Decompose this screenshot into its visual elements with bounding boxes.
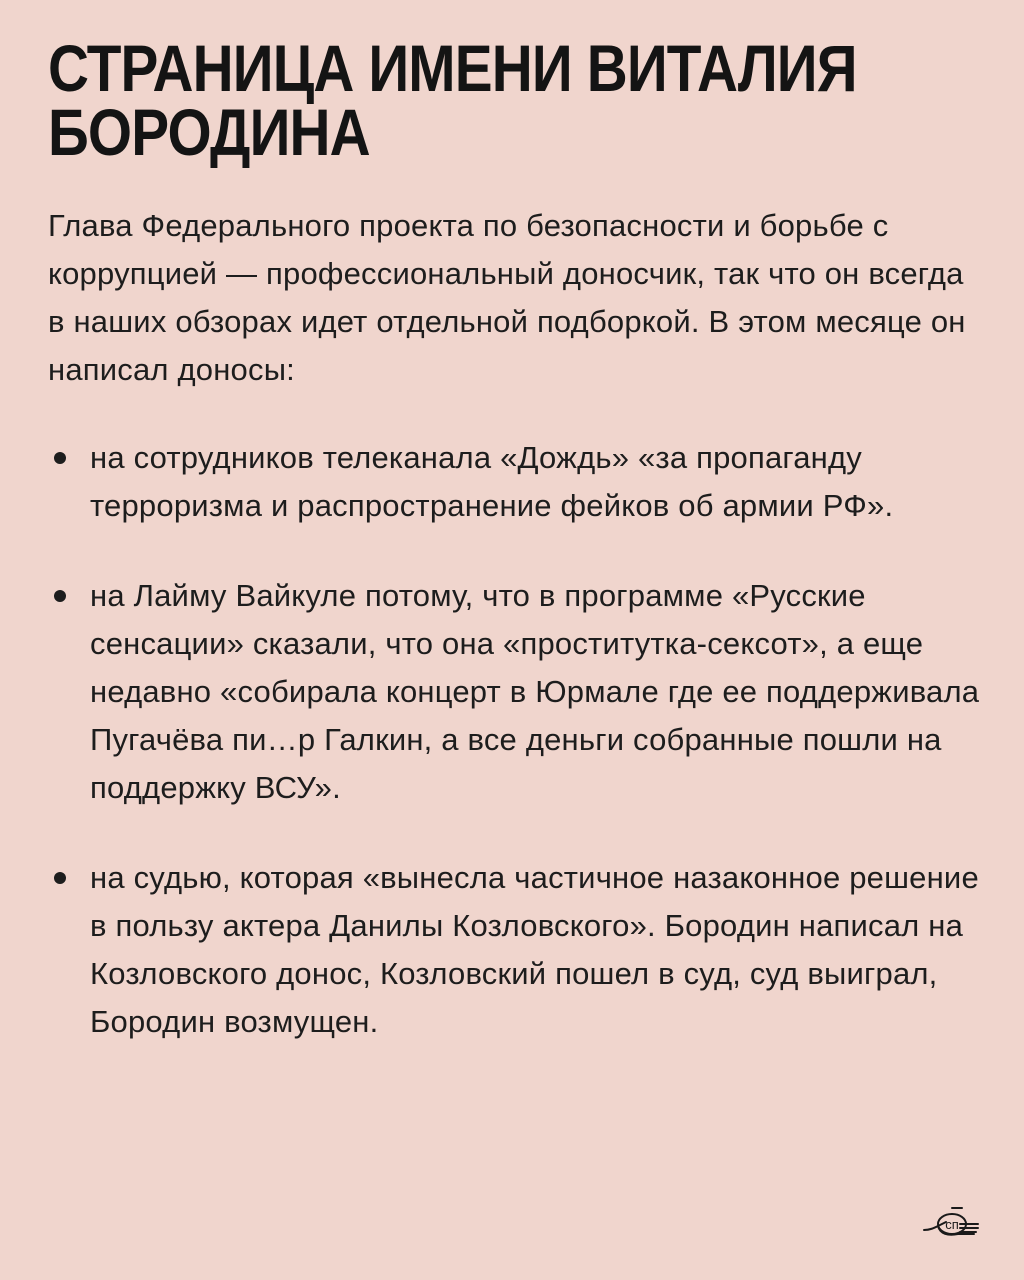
article: [48, 31, 988, 1088]
hand-logo-icon: [922, 1200, 982, 1240]
list-item-text: на судью, которая «вынесла частичное назаконное решение в пользу актера Данилы Козловского». Бородин написал на Козловского донос, Козловский пошел в суд, суд выиграл, Бородин возмущен.: [90, 860, 979, 1039]
list-item: [48, 854, 988, 1046]
bullet-icon: [54, 872, 66, 884]
bullet-icon: [54, 452, 66, 464]
intro-paragraph: Глава Федерального проекта по безопасности и борьбе с коррупцией — профессиональный доносчик, так что он всегда в наших обзорах идет отдельной подборкой. В этом месяце он написал доносы:: [48, 208, 966, 387]
list-item: [48, 572, 988, 812]
list-item-text: на сотрудников телеканала «Дождь» «за пропаганду терроризма и распространение фейков об армии РФ».: [90, 440, 894, 523]
page-title: СТРАНИЦА ИМЕНИ ВИТАЛИЯ БОРОДИНА: [48, 31, 857, 169]
list-item: [48, 434, 988, 530]
denunciation-list: [48, 434, 988, 1046]
bullet-icon: [54, 590, 66, 602]
list-item-text: на Лайму Вайкуле потому, что в программе «Русские сенсации» сказали, что она «проститутка-сексот», а еще недавно «собирала концерт в Юрмале где ее поддерживала Пугачёва пи…р Галкин, а все деньги собранные пошли на поддержку ВСУ».: [90, 578, 980, 805]
logo-text: сп: [945, 1217, 959, 1232]
